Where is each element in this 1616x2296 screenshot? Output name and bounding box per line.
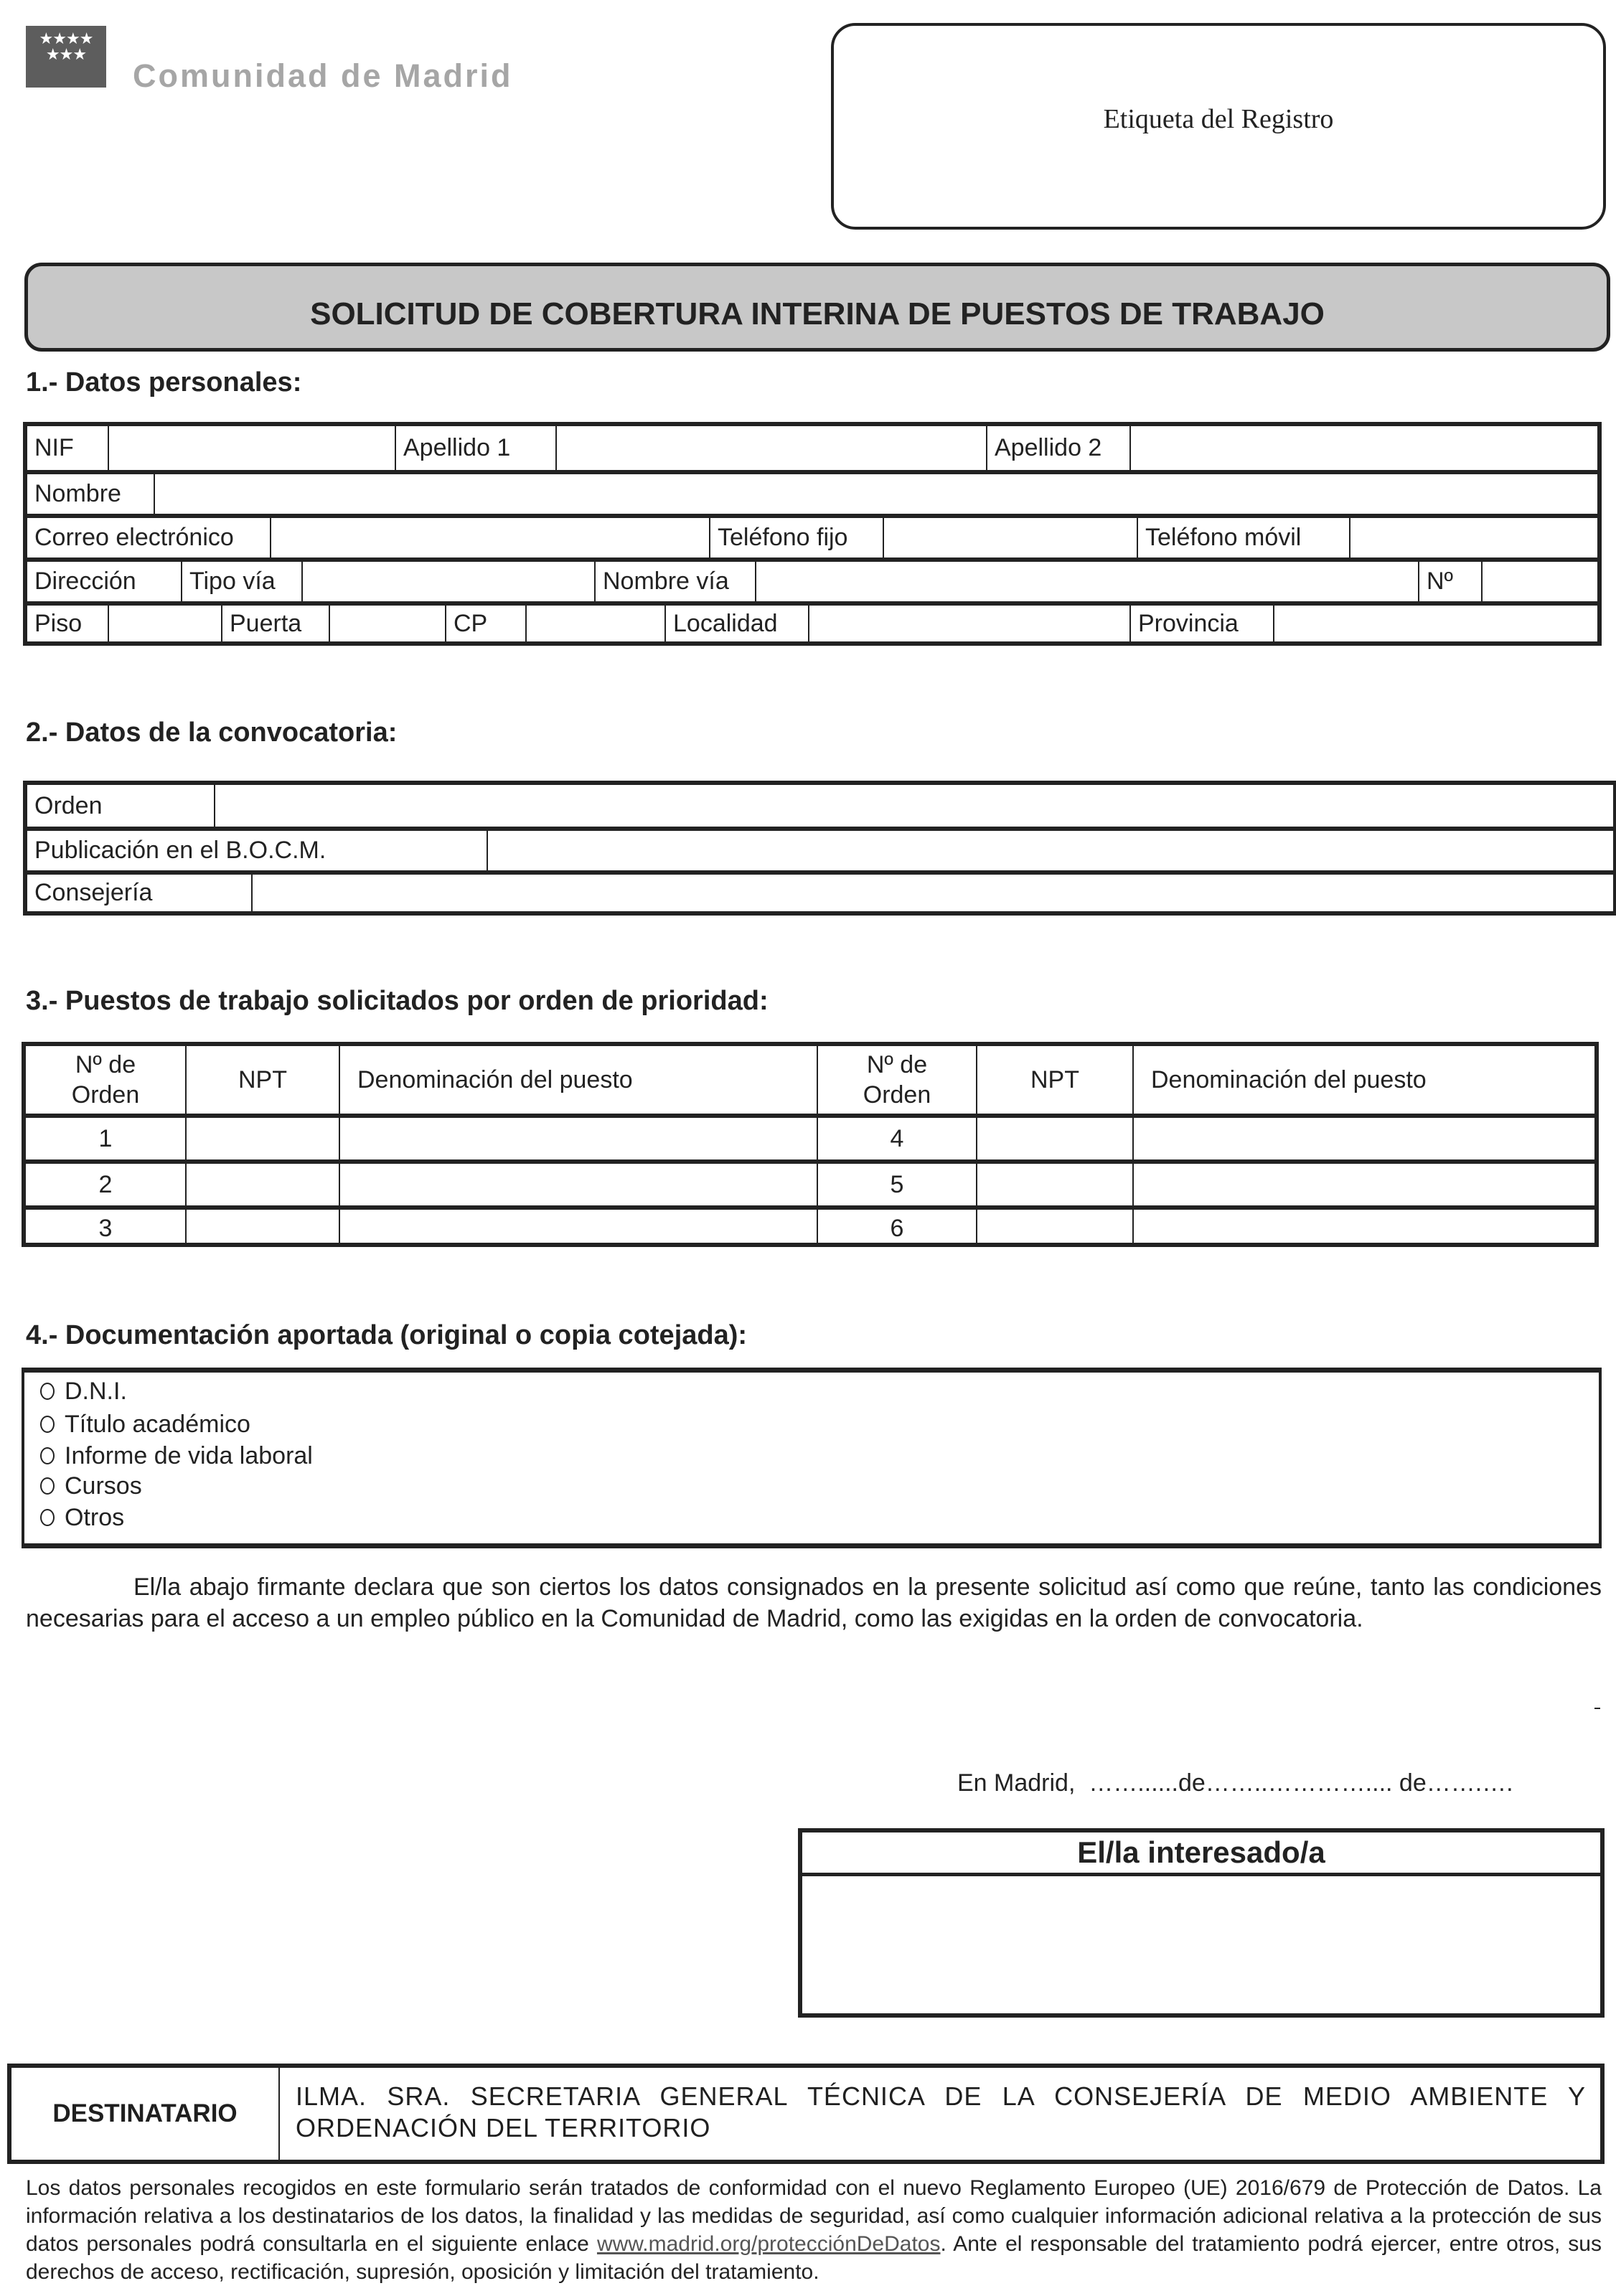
table-header-row xyxy=(26,1046,1594,1114)
radio-circle-icon[interactable] xyxy=(40,1447,55,1464)
recipient-box xyxy=(7,2064,1605,2164)
document-option-label: Título académico xyxy=(65,1410,250,1438)
orden-left-cell: 2 xyxy=(98,1170,113,1198)
table-row xyxy=(26,1205,1594,1247)
landline-field[interactable] xyxy=(883,518,1137,557)
orden-right-cell: 6 xyxy=(817,1210,976,1247)
form-title: SOLICITUD DE COBERTURA INTERINA DE PUESTOS DE TRABAJO xyxy=(310,296,1325,331)
label-correo: Correo electrónico xyxy=(34,524,234,551)
denominacion-right-field[interactable] xyxy=(1132,1210,1594,1247)
orden-right-cell: 5 xyxy=(817,1164,976,1205)
section-heading-convocatoria: 2.- Datos de la convocatoria: xyxy=(26,718,398,748)
street-type-field[interactable] xyxy=(301,562,594,601)
positions-table xyxy=(22,1042,1599,1247)
publication-field[interactable] xyxy=(487,831,1613,870)
label-puerta: Puerta xyxy=(221,606,329,641)
label-telefono-fijo: Teléfono fijo xyxy=(709,518,883,557)
declaration-text: El/la abajo firmante declara que son ciertos los datos consignados en la presente solicitud así como que reúne, tanto las condiciones necesarias para el acceso a un empleo público en la Comunidad de Madrid, como las exigidas en la orden de convocatoria. xyxy=(26,1573,1602,1632)
table-row xyxy=(27,785,1613,827)
convocatoria-table xyxy=(23,781,1616,916)
street-name-field[interactable] xyxy=(755,562,1418,601)
denominacion-left-field[interactable] xyxy=(339,1210,817,1247)
orden-left-cell: 1 xyxy=(98,1124,113,1152)
mobile-field[interactable] xyxy=(1349,518,1597,557)
label-direccion: Dirección xyxy=(34,568,136,595)
radio-circle-icon[interactable] xyxy=(40,1383,55,1400)
province-field[interactable] xyxy=(1273,606,1597,641)
label-piso: Piso xyxy=(34,609,83,637)
npt-left-field[interactable] xyxy=(185,1118,339,1159)
brand-name: Comunidad de Madrid xyxy=(133,57,513,94)
radio-circle-icon[interactable] xyxy=(40,1509,55,1526)
street-number-field[interactable] xyxy=(1481,562,1597,601)
table-row xyxy=(27,514,1597,557)
denominacion-right-field[interactable] xyxy=(1132,1118,1594,1159)
document-option-label: Otros xyxy=(65,1503,125,1531)
date-line[interactable]: En Madrid, ……......de……..………….... de…….…. xyxy=(957,1769,1513,1797)
signature-box[interactable] xyxy=(798,1828,1605,2018)
orden-right-cell: 4 xyxy=(817,1118,976,1159)
denominacion-right-field[interactable] xyxy=(1132,1164,1594,1205)
table-row xyxy=(27,827,1613,870)
label-nombre: Nombre xyxy=(34,480,121,507)
locality-field[interactable] xyxy=(808,606,1129,641)
radio-circle-icon[interactable] xyxy=(40,1477,55,1495)
radio-circle-icon[interactable] xyxy=(40,1416,55,1433)
label-numero: Nº xyxy=(1418,562,1481,601)
stray-mark xyxy=(1594,1708,1600,1709)
document-option[interactable] xyxy=(40,1377,127,1406)
stars-icon: ★★★ xyxy=(45,46,87,64)
table-row xyxy=(27,601,1597,641)
npt-right-field[interactable] xyxy=(976,1118,1132,1159)
document-option[interactable] xyxy=(40,1410,250,1439)
col-header-denominacion: Denominación del puesto xyxy=(1132,1046,1594,1114)
registry-label-box xyxy=(831,23,1606,230)
section-heading-documentacion: 4.- Documentación aportada (original o copia cotejada): xyxy=(26,1320,748,1350)
col-header-npt: NPT xyxy=(185,1046,339,1114)
denominacion-left-field[interactable] xyxy=(339,1118,817,1159)
label-orden: Orden xyxy=(34,791,103,819)
col-header-denominacion: Denominación del puesto xyxy=(339,1046,817,1114)
npt-left-field[interactable] xyxy=(185,1210,339,1247)
madrid-logo xyxy=(26,26,106,88)
label-tipo-via: Tipo vía xyxy=(181,562,301,601)
department-field[interactable] xyxy=(251,875,1613,911)
label-apellido1: Apellido 1 xyxy=(395,426,555,470)
document-option-label: D.N.I. xyxy=(65,1377,127,1405)
col-header-orden: Nº de Orden xyxy=(71,1051,140,1109)
data-protection-link[interactable]: www.madrid.org/protecciónDeDatos xyxy=(596,2232,941,2256)
orden-left-cell: 3 xyxy=(98,1214,113,1242)
table-row xyxy=(27,557,1597,601)
section-heading-personal: 1.- Datos personales: xyxy=(26,367,302,397)
table-row xyxy=(27,470,1597,514)
label-consejeria: Consejería xyxy=(34,879,153,906)
form-title-bar xyxy=(24,263,1610,352)
documents-box xyxy=(22,1368,1602,1548)
document-option-label: Cursos xyxy=(65,1472,142,1500)
label-cp: CP xyxy=(445,606,525,641)
label-publicacion: Publicación en el B.O.C.M. xyxy=(34,837,327,864)
npt-right-field[interactable] xyxy=(976,1164,1132,1205)
door-field[interactable] xyxy=(329,606,445,641)
recipient-value: ILMA. SRA. SECRETARIA GENERAL TÉCNICA DE LA CONSEJERÍA DE MEDIO AMBIENTE Y ORDENACIÓN DEL TERRITORIO xyxy=(296,2081,1586,2142)
document-option[interactable] xyxy=(40,1441,313,1470)
table-row xyxy=(27,870,1613,911)
table-row xyxy=(26,1114,1594,1159)
floor-field[interactable] xyxy=(108,606,221,641)
label-apellido2: Apellido 2 xyxy=(986,426,1129,470)
npt-right-field[interactable] xyxy=(976,1210,1132,1247)
col-header-orden: Nº de Orden xyxy=(817,1046,976,1114)
label-nombre-via: Nombre vía xyxy=(594,562,755,601)
apellido1-field[interactable] xyxy=(555,426,986,470)
registry-label: Etiqueta del Registro xyxy=(1103,104,1334,134)
document-option-label: Informe de vida laboral xyxy=(65,1441,313,1469)
table-row xyxy=(26,1159,1594,1205)
label-nif: NIF xyxy=(34,434,74,461)
data-protection-notice: Los datos personales recogidos en este formulario serán tratados de conformidad con el nuevo Reglamento Europeo (UE) 2016/679 de Protección de Datos. La información relativa a los destinatarios de los datos, la finalidad y las medidas de seguridad, así como cualquier información adicional relativa a la protección de sus datos personales podrá consultarla en el siguiente enlace www.madrid.org/protecciónDeDatos. Ante el responsable del tratamiento podrá ejercer, entre otros, sus derechos de acceso, rectificación, supresión, oposición y limitación del tratamiento. xyxy=(26,2176,1602,2284)
stars-icon: ★★★★ xyxy=(39,30,93,48)
email-field[interactable] xyxy=(270,518,709,557)
document-option[interactable] xyxy=(40,1503,124,1532)
nif-field[interactable] xyxy=(108,426,395,470)
npt-left-field[interactable] xyxy=(185,1164,339,1205)
recipient-label: DESTINATARIO xyxy=(11,2068,280,2160)
denominacion-left-field[interactable] xyxy=(339,1164,817,1205)
col-header-npt: NPT xyxy=(976,1046,1132,1114)
postal-code-field[interactable] xyxy=(525,606,664,641)
label-localidad: Localidad xyxy=(664,606,808,641)
label-provincia: Provincia xyxy=(1129,606,1273,641)
table-row xyxy=(27,426,1597,470)
document-option[interactable] xyxy=(40,1472,142,1500)
personal-data-table xyxy=(23,422,1602,646)
apellido2-field[interactable] xyxy=(1129,426,1597,470)
signature-heading: El/la interesado/a xyxy=(802,1832,1600,1876)
label-telefono-movil: Teléfono móvil xyxy=(1137,518,1349,557)
order-field[interactable] xyxy=(214,785,1613,827)
section-heading-puestos: 3.- Puestos de trabajo solicitados por orden de prioridad: xyxy=(26,986,769,1016)
nombre-field[interactable] xyxy=(154,474,1597,514)
